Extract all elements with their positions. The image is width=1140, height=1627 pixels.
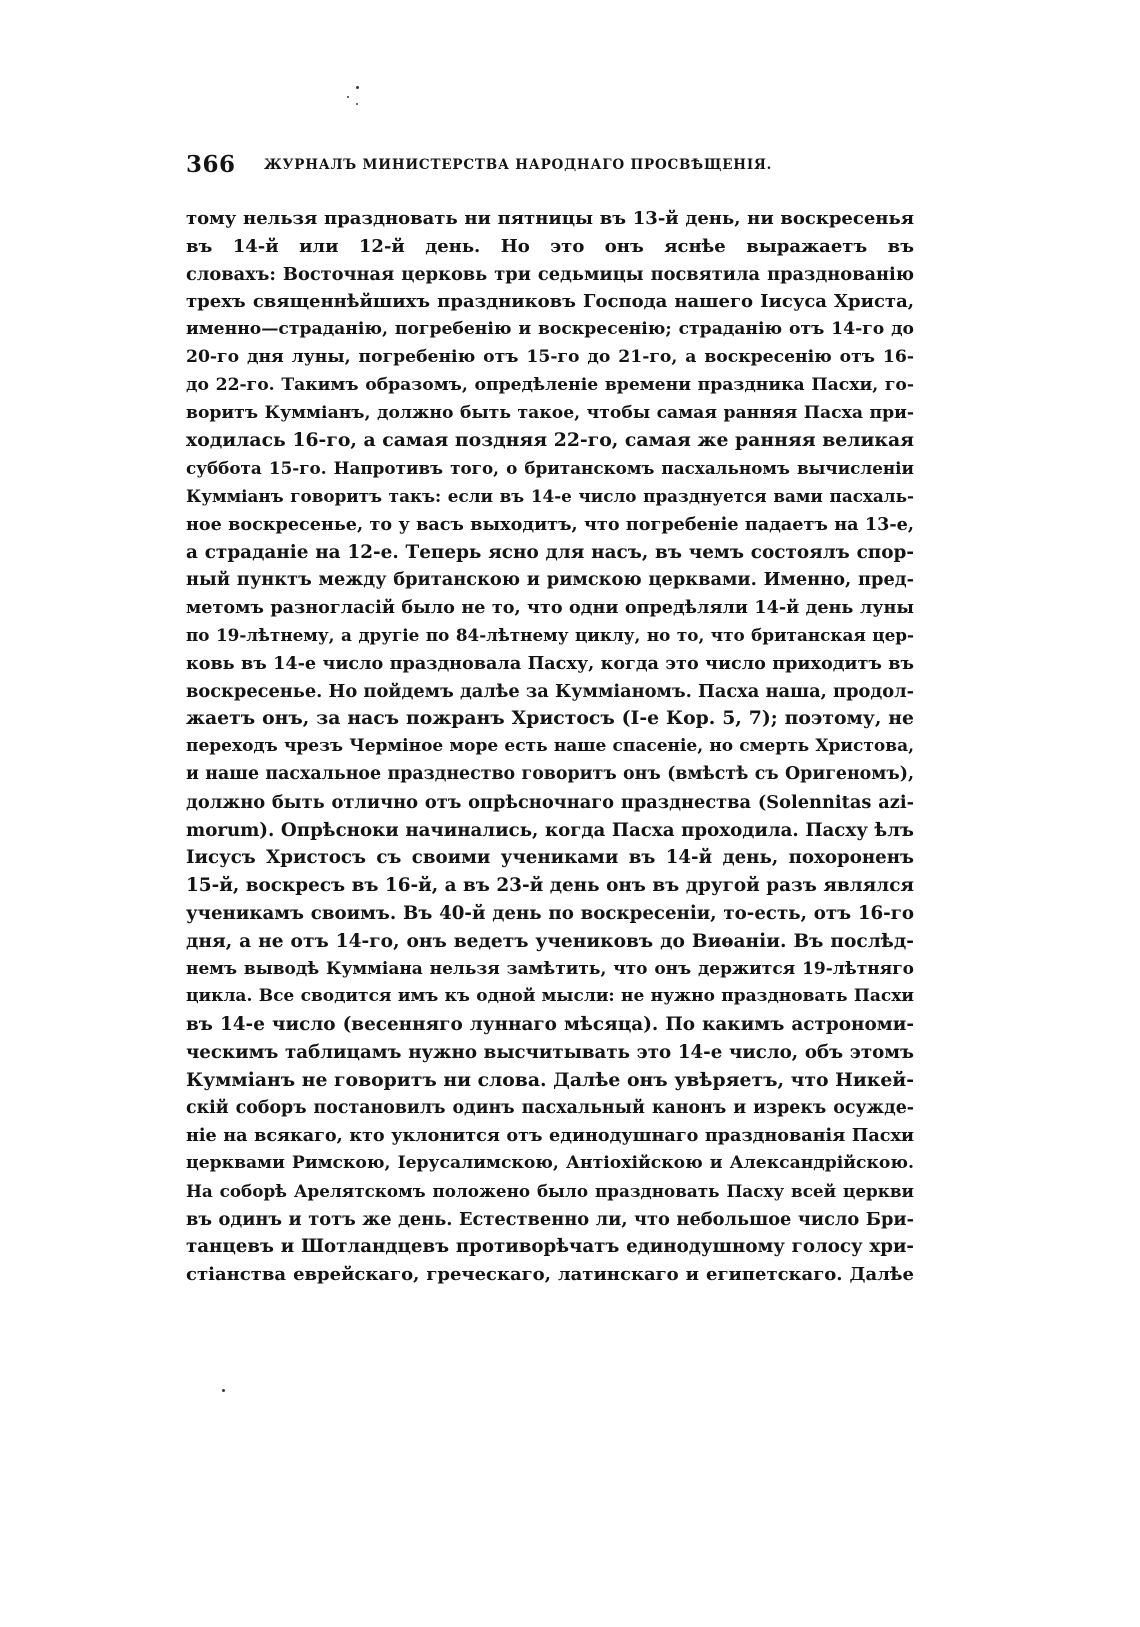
text-line-content: и наше пасхальное празднество говоритъ онъ (вмѣстѣ съ Оригеномъ), <box>186 763 914 784</box>
text-line <box>186 1233 914 1261</box>
text-line <box>186 705 914 733</box>
text-line <box>186 678 914 706</box>
text-line <box>186 1039 914 1067</box>
text-line <box>186 1150 914 1178</box>
print-speck <box>347 96 349 98</box>
text-line <box>186 928 914 956</box>
text-line <box>186 1206 914 1234</box>
text-line-content: тому нельзя праздновать ни пятницы въ 13-й день, ни воскресенья <box>186 208 914 229</box>
text-line <box>186 650 914 678</box>
text-line <box>186 539 914 567</box>
text-line-content: въ одинъ и тотъ же день. Естественно ли, что небольшое число Бри- <box>186 1208 914 1230</box>
text-line-content: церквами Римскою, Іерусалимскою, Антіохійскою и Александрійскою. <box>186 1153 914 1174</box>
text-line <box>186 511 914 539</box>
text-line-content: именно—страданію, погребенію и воскресенію; страданію отъ 14-го до <box>186 319 914 340</box>
text-line-content: дня, а не отъ 14-го, онъ ведетъ учениковъ до Виѳаніи. Въ послѣд- <box>186 930 914 952</box>
text-line-content: ковь въ 14-е число праздновала Пасху, когда это число приходитъ въ <box>186 652 914 674</box>
text-line <box>186 1122 914 1150</box>
text-line-content: скій соборъ постановилъ одинъ пасхальный канонъ и изрекъ осужде- <box>186 1097 914 1118</box>
text-line-content: цикла. Все сводится имъ къ одной мысли: не нужно праздновать Пасхи <box>186 986 914 1007</box>
text-line-content: ное воскресенье, то у васъ выходитъ, что погребеніе падаетъ на 13-е, <box>186 513 914 535</box>
text-line <box>186 844 914 872</box>
text-line-content: по 19-лѣтнему, а другіе по 84-лѣтнему циклу, но то, что британская цер- <box>186 624 914 645</box>
text-line <box>186 733 914 761</box>
text-line-content: ческимъ таблицамъ нужно высчитывать это 14-е число, объ этомъ <box>186 1041 914 1063</box>
text-line <box>186 872 914 900</box>
text-line-content: стіанства еврейскаго, греческаго, латинскаго и египетскаго. Далѣе <box>186 1264 914 1286</box>
text-line-content: 15-й, воскресъ въ 16-й, а въ 23-й день онъ въ другой разъ являлся <box>186 875 914 897</box>
text-line <box>186 427 914 455</box>
print-speck <box>356 103 358 105</box>
print-speck <box>356 86 359 89</box>
text-line-content: а страданіе на 12-е. Теперь ясно для насъ, въ чемъ состоялъ спор- <box>186 541 914 563</box>
text-line <box>186 483 914 511</box>
text-line-content: жаетъ онъ, за насъ пожранъ Христосъ (I-е Кор. 5, 7); поэтому, не <box>186 707 914 730</box>
text-line-content: Кумміанъ говоритъ такъ: если въ 14-е число празднуется вами пасхаль- <box>186 485 914 506</box>
text-line <box>186 594 914 622</box>
text-line-content: должно быть отлично отъ опрѣсночнаго празднества (Solennitas azi- <box>186 791 914 813</box>
text-line <box>186 316 914 344</box>
text-line-content: метомъ разногласій было не то, что одни опредѣляли 14-й день луны <box>186 597 914 619</box>
text-line-content: словахъ: Восточная церковь три седьмицы посвятила празднованію <box>186 263 914 285</box>
text-line <box>186 1095 914 1123</box>
body-text <box>186 205 914 1289</box>
text-line-content: воскресенье. Но пойдемъ далѣе за Куммiаномъ. Пасха наша, продол- <box>186 680 914 702</box>
text-line-content: до 22-го. Такимъ образомъ, опредѣленіе времени праздника Пасхи, го- <box>186 374 914 395</box>
text-line-content: танцевъ и Шотландцевъ противорѣчатъ единодушному голосу хри- <box>186 1236 914 1258</box>
text-line <box>186 344 914 372</box>
text-line <box>186 566 914 594</box>
text-line <box>186 1011 914 1039</box>
text-line <box>186 761 914 789</box>
page-header <box>186 151 826 187</box>
text-line-content: ходилась 16-го, а самая поздняя 22-го, самая же ранняя великая <box>186 429 914 452</box>
text-line-content: переходъ чрезъ Черміное море есть наше спасеніе, но смерть Христова, <box>186 736 914 757</box>
text-line-content: воритъ Кумміанъ, должно быть такое, чтобы самая ранняя Пасха при- <box>186 402 914 423</box>
text-line <box>186 400 914 428</box>
text-line-content: въ 14-е число (весенняго луннаго мѣсяца). По какимъ астрономи- <box>186 1014 914 1036</box>
text-line <box>186 622 914 650</box>
print-speck <box>222 1389 225 1392</box>
text-line-content: въ 14-й или 12-й день. Но это онъ яснѣе выражаетъ въ <box>186 235 914 257</box>
page-number: 366 <box>186 151 236 178</box>
text-line <box>186 455 914 483</box>
text-line <box>186 956 914 984</box>
text-line <box>186 817 914 845</box>
text-line-content: На соборѣ Арелятскомъ положено было праздновать Пасху всей церкви <box>186 1180 914 1201</box>
text-line-content: morum). Опрѣсноки начинались, когда Пасха проходила. Пасху ѣлъ <box>186 819 914 841</box>
text-line-content: Іисусъ Христосъ съ своими учениками въ 14-й день, похороненъ <box>186 847 914 869</box>
text-line <box>186 288 914 316</box>
text-line-content: трехъ священнѣйшихъ праздниковъ Господа нашего Іисуса Христа, <box>186 291 914 313</box>
text-line-content: немъ выводѣ Куммiана нельзя замѣтить, что онъ держится 19-лѣтняго <box>186 958 914 979</box>
text-line <box>186 983 914 1011</box>
text-line-content: суббота 15-го. Напротивъ того, о британскомъ пасхальномъ вычисленіи <box>186 458 914 479</box>
text-line <box>186 1261 914 1289</box>
text-line <box>186 1067 914 1095</box>
text-line-content: ніе на всякаго, кто уклонится отъ единодушнаго празднованія Пасхи <box>186 1125 914 1147</box>
text-line <box>186 205 914 233</box>
text-line <box>186 261 914 289</box>
text-line-content: 20-го дня луны, погребенію отъ 15-го до 21-го, а воскресенію отъ 16- <box>186 346 914 367</box>
text-line <box>186 1178 914 1206</box>
text-line-content: ный пунктъ между британскою и римскою церквами. Именно, пред- <box>186 569 914 591</box>
text-line <box>186 900 914 928</box>
text-line-content: ученикамъ своимъ. Въ 40-й день по воскресеніи, то-есть, отъ 16-го <box>186 902 914 924</box>
running-title: ЖУРНАЛЪ МИНИСТЕРСТВА НАРОДНАГО ПРОСВѢЩЕНІЯ. <box>264 157 773 173</box>
text-line <box>186 789 914 817</box>
text-line <box>186 233 914 261</box>
text-line <box>186 372 914 400</box>
text-line-content: Куммiанъ не говоритъ ни слова. Далѣе онъ увѣряетъ, что Никей- <box>186 1068 914 1091</box>
